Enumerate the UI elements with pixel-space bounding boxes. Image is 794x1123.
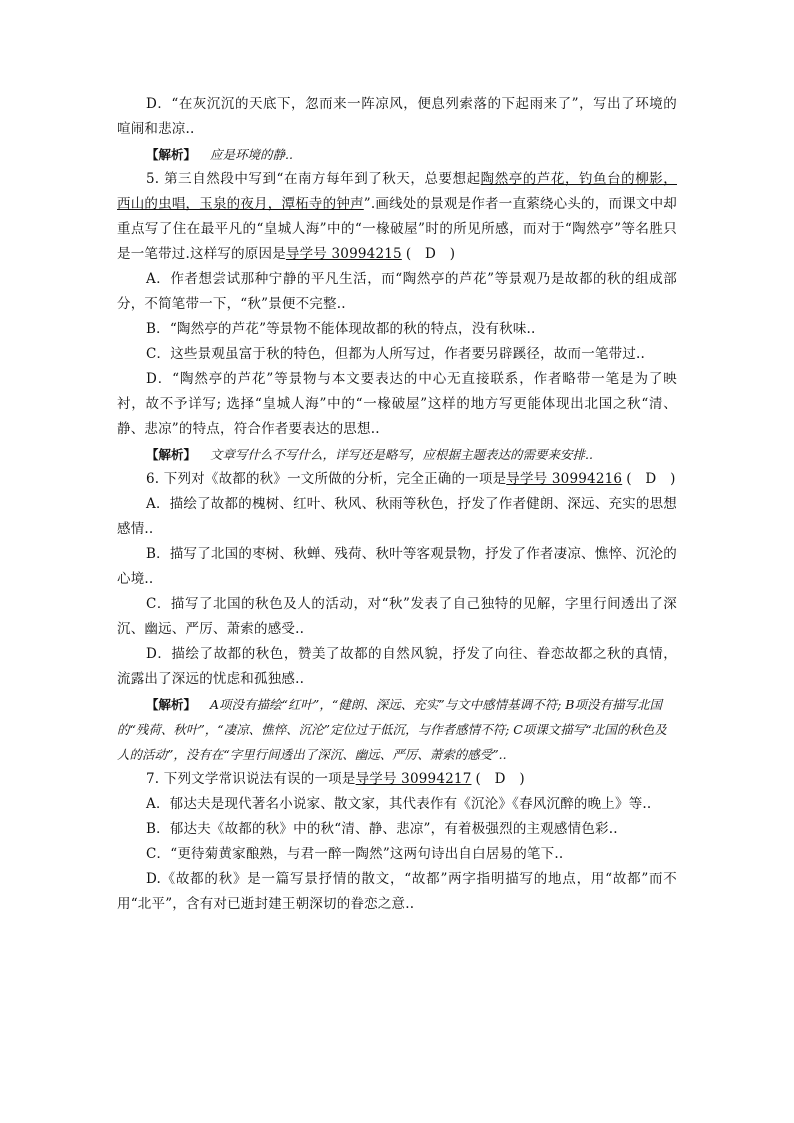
q7-option-d: D.《故都的秋》是一篇写景抒情的散文，“故都”两字指明描写的地点，用“故都”而不用“北平”，含有对已逝封建王朝深切的眷恋之意.. [117, 871, 677, 912]
q7-stem-text: 7. 下列文学常识说法有误的一项是 [146, 771, 356, 787]
q7-option-c: C．“更待菊黄家酿熟，与君一醉一陶然”这两句诗出自白居易的笔下.. [146, 846, 564, 862]
q6-guide-code[interactable]: 导学号 30994216 [506, 471, 623, 487]
q5-analysis [117, 442, 677, 467]
analysis-text: 应是环境的静.. [210, 147, 293, 162]
analysis-text: A项没有描绘“红叶”，“健朗、深远、充实”与文中感情基调不符; B项没有描写北国的“残荷、秋叶”，“凄凉、憔悴、沉沦”定位过于低沉，与作者感情不符; C项课文描写“北国的秋色及人的活动”，没有在“字里行间透出了深沉、幽远、严厉、萧索的感受”.. [117, 697, 667, 762]
q5-stem-middle: ”.画线处的景观是作者一直萦绕心头的，而课文中却重点写了住在最平凡的“皇城人海”中的“一椽破屋”时的所见所感，而对于“陶然亭”等名胜只是一笔带过.这样写的原因是 [117, 196, 677, 262]
q7-option-b: B．郁达夫《故都的秋》中的秋“清、静、悲凉”，有着极强烈的主观感情色彩.. [146, 821, 618, 837]
q6-option-c: C．描写了北国的秋色及人的活动，对“秋”发表了自己独特的见解，字里行间透出了深沉、幽远、严厉、萧索的感受.. [117, 596, 677, 637]
q6-stem [117, 467, 677, 492]
q5-guide-code[interactable]: 导学号 30994215 [285, 246, 402, 262]
q6-option-d: D．描绘了故都的秋色，赞美了故都的自然风貌，抒发了向往、眷恋故都之秋的真情，流露出了深远的忧虑和孤独感.. [117, 646, 677, 687]
analysis-tag: 【解析】 [146, 447, 197, 462]
q5-answer: ( D ) [405, 246, 456, 262]
q4-option-d: D．“在灰沉沉的天底下，忽而来一阵凉风，便息列索落的下起雨来了”，写出了环境的喧闹和悲凉.. [117, 96, 677, 137]
q5-stem [117, 167, 677, 267]
q5-option-a: A．作者想尝试那种宁静的平凡生活，而“陶然亭的芦花”等景观乃是故都的秋的组成部分，不简笔带一下，“秋”景便不完整.. [117, 271, 677, 312]
analysis-tag: 【解析】 [146, 697, 197, 712]
document-page [117, 92, 677, 917]
q7-guide-code[interactable]: 导学号 30994217 [355, 771, 472, 787]
q5-underlined-text: 陶然亭的芦花，钓鱼台的柳影，西山的虫唱，玉泉的夜月，潭柘寺的钟声 [117, 171, 677, 212]
q7-stem [117, 767, 677, 792]
q4-analysis [117, 142, 677, 167]
analysis-text: 文章写什么不写什么，详写还是略写，应根据主题表达的需要来安排.. [210, 447, 593, 462]
q5-option-c: C．这些景观虽富于秋的特色，但都为人所写过，作者要另辟蹊径，故而一笔带过.. [146, 346, 646, 362]
q5-option-d: D．“陶然亭的芦花”等景物与本文要表达的中心无直接联系，作者略带一笔是为了映衬，故不予详写; 选择“皇城人海”中的“一椽破屋”这样的地方写更能体现出北国之秋“清、静、悲凉”的特点，符合作者要表达的思想.. [117, 371, 677, 437]
q7-option-a: A．郁达夫是现代著名小说家、散文家，其代表作有《沉沦》《春风沉醉的晚上》等.. [146, 796, 652, 812]
q6-option-a: A．描绘了故都的槐树、红叶、秋风、秋雨等秋色，抒发了作者健朗、深远、充实的思想感情.. [117, 496, 677, 537]
q6-stem-text: 6. 下列对《故都的秋》一文所做的分析，完全正确的一项是 [146, 471, 507, 487]
q5-option-b: B．“陶然亭的芦花”等景物不能体现故都的秋的特点，没有秋味.. [146, 321, 536, 337]
q7-answer: ( D ) [475, 771, 525, 787]
q6-answer: ( D ) [626, 471, 676, 487]
q5-stem-prefix: 5. 第三自然段中写到“在南方每年到了秋天，总要想起 [146, 171, 481, 187]
q6-analysis [117, 692, 677, 767]
q6-option-b: B．描写了北国的枣树、秋蝉、残荷、秋叶等客观景物，抒发了作者凄凉、憔悴、沉沦的心境.. [117, 546, 677, 587]
analysis-tag: 【解析】 [146, 147, 197, 162]
